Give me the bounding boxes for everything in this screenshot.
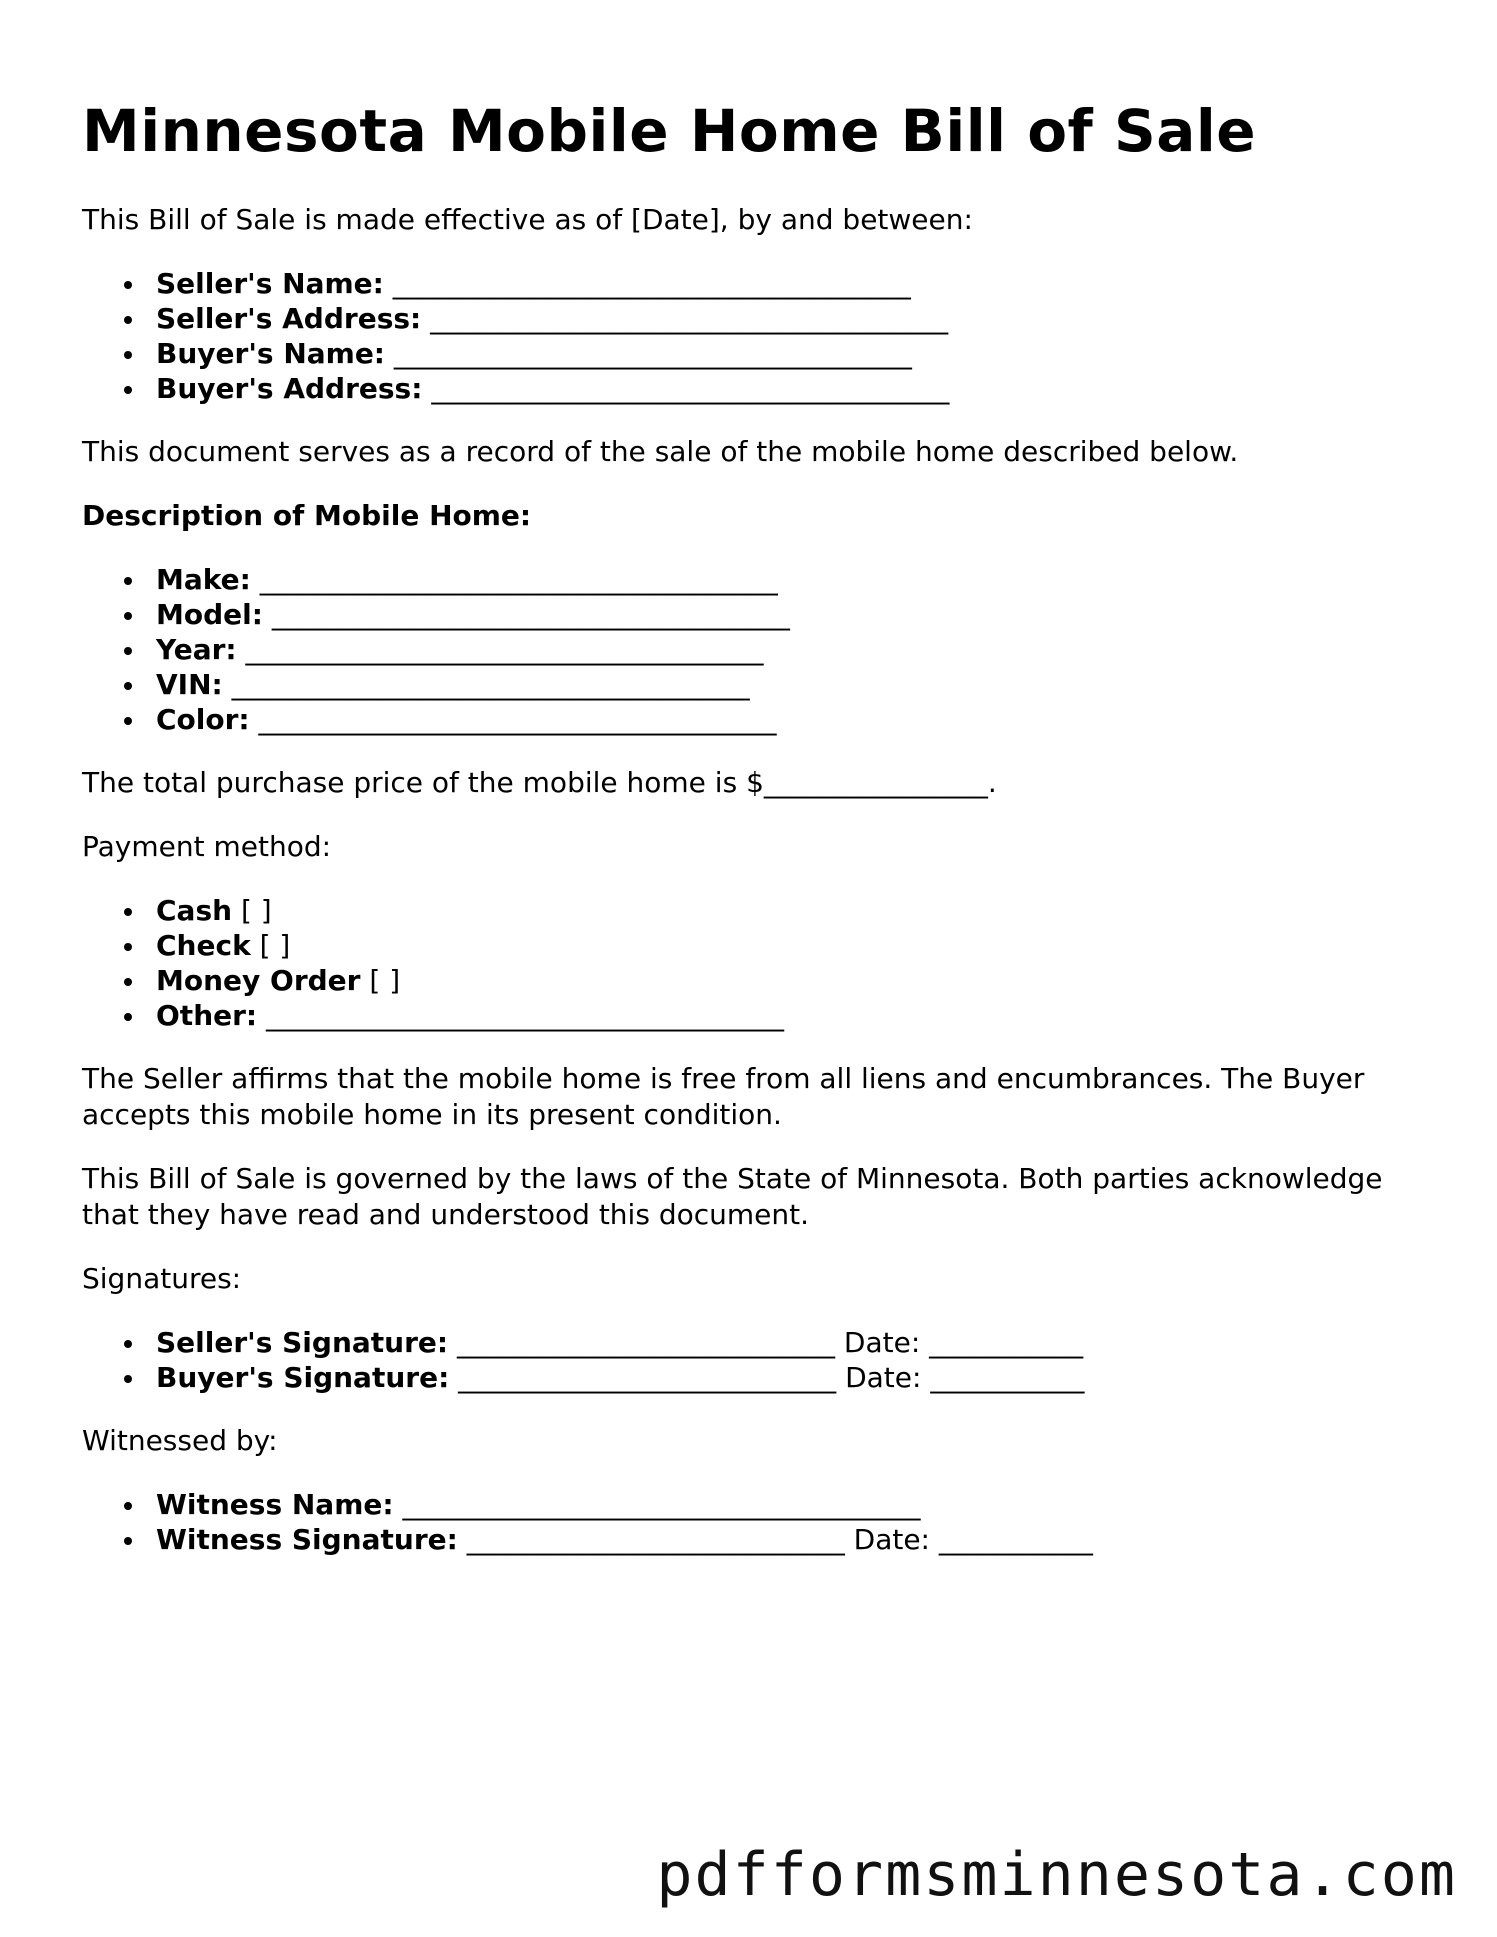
list-item bbox=[156, 1360, 1422, 1395]
description-heading: Description of Mobile Home: bbox=[82, 498, 532, 532]
list-item bbox=[156, 336, 1422, 371]
list-item bbox=[156, 1487, 1422, 1522]
document-page bbox=[82, 97, 1422, 1585]
field-label: VIN: bbox=[156, 667, 223, 701]
signatures-heading: Signatures: bbox=[82, 1261, 242, 1295]
field-label: Witness Signature: bbox=[156, 1522, 458, 1556]
record-statement: This document serves as a record of the sale of the mobile home described below. bbox=[82, 434, 1239, 468]
field-label: Buyer's Name: bbox=[156, 336, 386, 370]
description-list bbox=[82, 562, 1422, 737]
affirmation-paragraph: The Seller affirms that the mobile home is free from all liens and encumbrances. The Buyer accepts this mobile home in its present condition. bbox=[82, 1061, 1365, 1131]
field-blank: _____________________________________ bbox=[231, 667, 750, 701]
intro-paragraph: This Bill of Sale is made effective as of [Date], by and between: bbox=[82, 202, 973, 236]
list-item bbox=[156, 632, 1422, 667]
field-label: Cash bbox=[156, 893, 233, 927]
field-label: Money Order bbox=[156, 963, 361, 997]
field-label: Buyer's Signature: bbox=[156, 1360, 450, 1394]
signatures-list bbox=[82, 1325, 1422, 1395]
field-blank: ___________________________ Date: ___________ bbox=[458, 1360, 1085, 1394]
field-label: Check bbox=[156, 928, 251, 962]
field-blank: _____________________________________ bbox=[259, 562, 778, 596]
list-item bbox=[156, 963, 1422, 998]
field-label: Buyer's Address: bbox=[156, 371, 423, 405]
field-blank: _____________________________________ bbox=[258, 702, 777, 736]
list-item bbox=[156, 301, 1422, 336]
field-blank: _____________________________________ bbox=[266, 998, 785, 1032]
list-item bbox=[156, 667, 1422, 702]
list-item bbox=[156, 562, 1422, 597]
field-blank: _____________________________________ bbox=[271, 597, 790, 631]
governing-law-paragraph: This Bill of Sale is governed by the laws of the State of Minnesota. Both parties acknowledge that they have read and understood this document. bbox=[82, 1161, 1383, 1231]
field-blank: ___________________________ Date: ___________ bbox=[466, 1522, 1093, 1556]
field-label: Year: bbox=[156, 632, 237, 666]
field-label: Make: bbox=[156, 562, 251, 596]
list-item bbox=[156, 266, 1422, 301]
field-label: Seller's Name: bbox=[156, 266, 384, 300]
list-item bbox=[156, 1325, 1422, 1360]
field-label: Other: bbox=[156, 998, 258, 1032]
field-label: Model: bbox=[156, 597, 263, 631]
parties-list bbox=[82, 266, 1422, 406]
list-item bbox=[156, 893, 1422, 928]
site-watermark: pdfformsminnesota.com bbox=[656, 1840, 1457, 1910]
checkbox-placeholder: [ ] bbox=[369, 963, 401, 997]
field-blank: _____________________________________ bbox=[393, 336, 912, 370]
field-blank: ___________________________ Date: ___________ bbox=[457, 1325, 1084, 1359]
field-blank: _____________________________________ bbox=[245, 632, 764, 666]
field-label: Color: bbox=[156, 702, 250, 736]
checkbox-placeholder: [ ] bbox=[240, 893, 272, 927]
list-item bbox=[156, 1522, 1422, 1557]
list-item bbox=[156, 998, 1422, 1033]
witness-heading: Witnessed by: bbox=[82, 1423, 278, 1457]
field-blank: _____________________________________ bbox=[392, 266, 911, 300]
field-label: Witness Name: bbox=[156, 1487, 394, 1521]
list-item bbox=[156, 371, 1422, 406]
field-blank: _____________________________________ bbox=[430, 301, 949, 335]
field-label: Seller's Signature: bbox=[156, 1325, 449, 1359]
list-item bbox=[156, 702, 1422, 737]
document-title: Minnesota Mobile Home Bill of Sale bbox=[82, 97, 1257, 165]
field-label: Seller's Address: bbox=[156, 301, 422, 335]
list-item bbox=[156, 597, 1422, 632]
list-item bbox=[156, 928, 1422, 963]
price-statement: The total purchase price of the mobile home is $________________. bbox=[82, 765, 997, 799]
payment-heading: Payment method: bbox=[82, 829, 332, 863]
field-blank: _____________________________________ bbox=[402, 1487, 921, 1521]
witness-list bbox=[82, 1487, 1422, 1557]
payment-list bbox=[82, 893, 1422, 1033]
field-blank: _____________________________________ bbox=[431, 371, 950, 405]
checkbox-placeholder: [ ] bbox=[259, 928, 291, 962]
